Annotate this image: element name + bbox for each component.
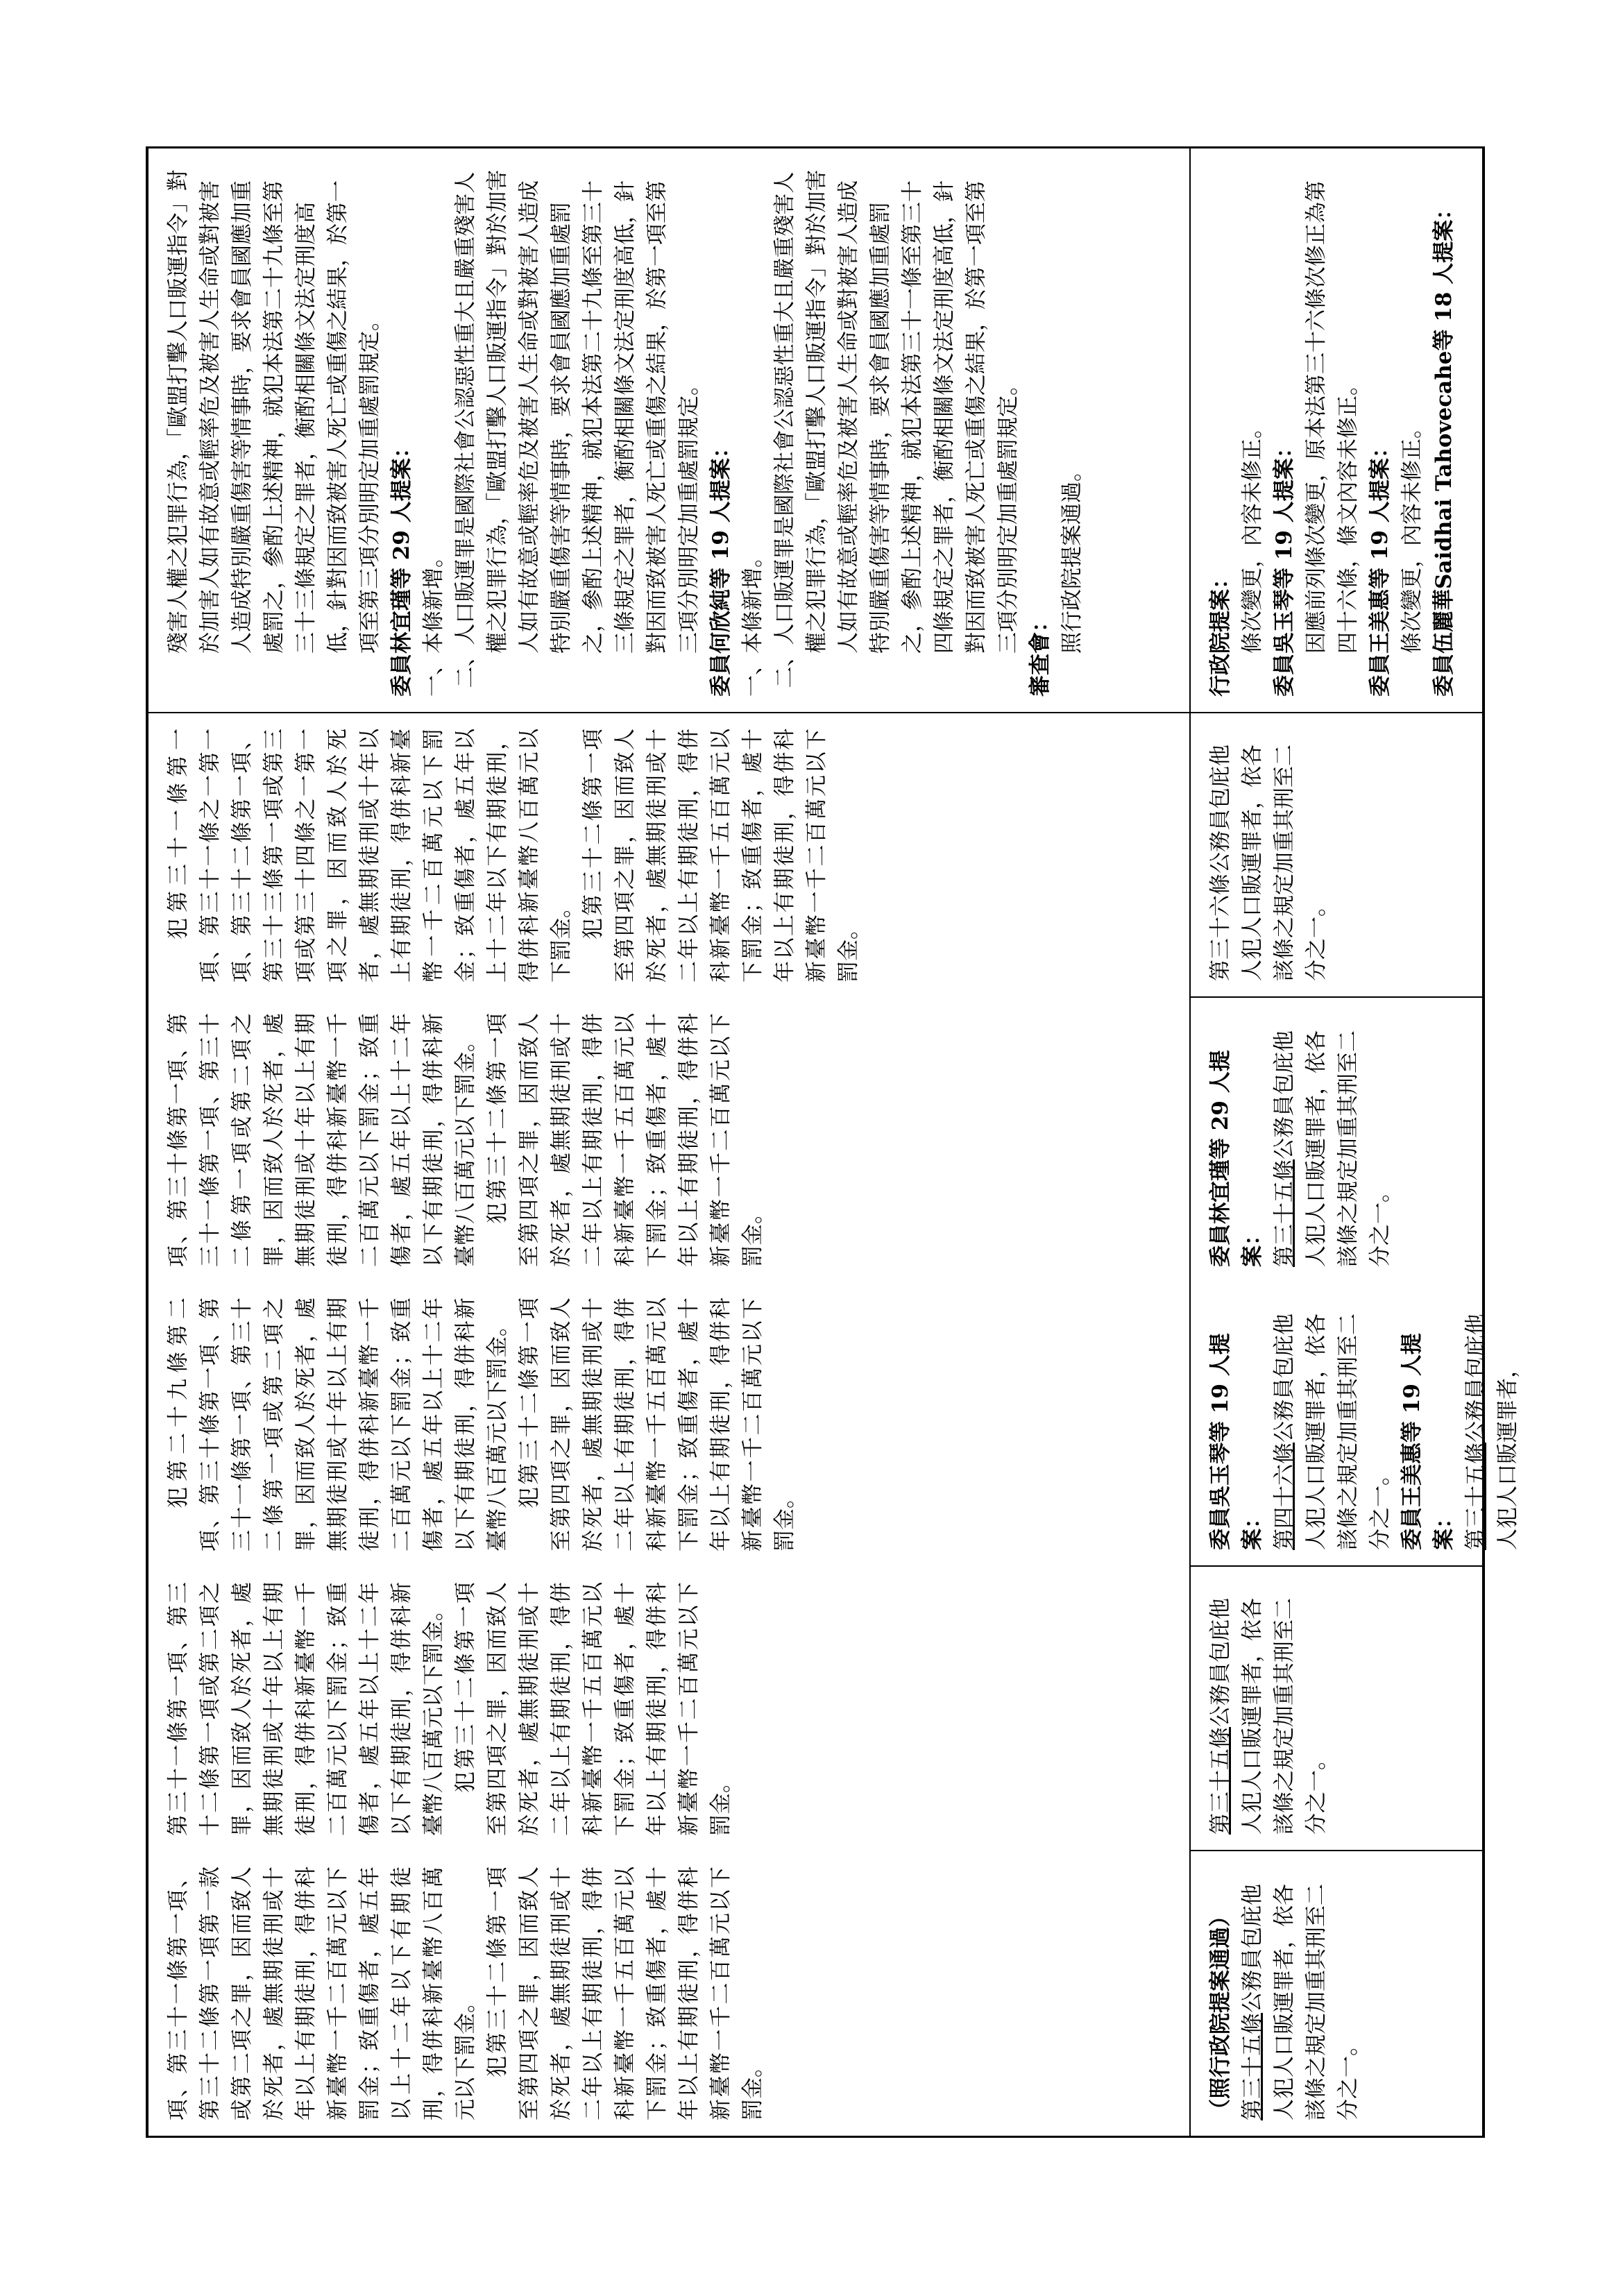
article-number: 第三十五條 <box>1463 1443 1488 1550</box>
proposer-title: 委員吳玉琴等 19 人提案： <box>1208 1333 1265 1550</box>
proposer-title: 委員王美惠等 19 人提案： <box>1400 1333 1456 1550</box>
table-row-bottom <box>1189 148 1520 2136</box>
explanation-text: 條次變更，內容未修正。 <box>1400 417 1425 654</box>
comparison-table <box>146 146 1520 2138</box>
article-number: 第三十五條 <box>1240 2013 1265 2120</box>
law-text-2: 犯第三十二條第一項至第四項之罪，因而致人於死者，處無期徒刑或十二年以上有期徒刑，得併科新臺幣一千五百萬元以下罰金；致重傷者，處十年以上有期徒刑，得併科新臺幣一千二百萬元以下罰金。 <box>517 1298 797 1551</box>
law-text-2: 犯第三十二條第一項至第四項之罪，因而致人於死者，處無期徒刑或十二年以上有期徒刑，得併科新臺幣一千五百萬元以下罰金；致重傷者，處十年以上有期徒刑，得併科新臺幣一千二百萬元以下罰金。 <box>581 729 861 983</box>
explanation-item: 二、人口販運罪是國際社會公認惡性重大且嚴重殘害人權之犯罪行為，「歐盟打擊人口販運指令」對於加害人如有故意或輕率危及被害人生命或對被害人造成特別嚴重傷害等情事時，要求會員國應加重處罰之，參酌上述精神，就犯本法第三十一條至第三十四條規定之罪者，衡酌相關條文法定刑度高低，針對因而致被害人死亡或重傷之結果，於第一項至第三項分別明定加重處罰規定。 <box>772 169 1021 688</box>
law-text: 項、第三十條第一項、第三十一條第一項、第三十二條第一項或第二項之罪，因而致人於死者，處無期徒刑或十年以上有期徒刑，得併科新臺幣一千二百萬元以下罰金；致重傷者，處五年以上十二年以下有期徒刑，得併科新臺幣八百萬元以下罰金。 <box>166 1013 478 1267</box>
top-col-4 <box>148 998 1189 1282</box>
explanation-item: 一、本條新增。 <box>421 546 446 697</box>
article-text: 公務員包庇他人犯人口販運罪者，依各該條之規定加重其刑至二分之一。 <box>1272 1313 1393 1550</box>
review-text: 照行政院提案通過。 <box>1060 460 1085 654</box>
top-col-1 <box>148 1851 1189 2136</box>
proposer-title: 行政院提案： <box>1208 568 1233 697</box>
article-number: 第三十五條 <box>1272 1159 1297 1267</box>
explanation-intro: 殘害人權之犯罪行為，「歐盟打擊人口販運指令」對於加害人如有故意或輕率危及被害人生命或對被害人造成特別嚴重傷害等情事時，要求會員國應加重處罰之，參酌上述精神，就犯本法第二十九條至第三十三條規定之罪者，衡酌相關條文法定刑度高低，針對因而致被害人死亡或重傷之結果，於第一項至第三項分別明定加重處罰規定。 <box>166 169 382 654</box>
bottom-col-4 <box>1191 998 1485 1282</box>
proposer-title: 委員伍麗華Saidhai Tahovecahe等 18 人提案： <box>1431 198 1456 697</box>
explanation-item: 二、人口販運罪是國際社會公認惡性重大且嚴重殘害人權之犯罪行為，「歐盟打擊人口販運指令」對於加害人如有故意或輕率危及被害人生命或對被害人造成特別嚴重傷害等情事時，要求會員國應加重處罰之，參酌上述精神，就犯本法第二十九條至第三十三條規定之罪者，衡酌相關條文法定刑度高低，針對因而致被害人死亡或重傷之結果，於第一項至第三項分別明定加重處罰規定。 <box>453 169 702 688</box>
law-text: 犯第二十九條第二項、第三十條第一項、第三十一條第一項、第三十二條第一項或第二項之罪，因而致人於死者，處無期徒刑或十年以上有期徒刑，得併科新臺幣一千二百萬元以下罰金；致重傷者，處五年以上十二年以下有期徒刑，得併科新臺幣八百萬元以下罰金。 <box>166 1298 510 1551</box>
article-text: 公務員包庇他人犯人口販運罪者，依各該條之規定加重其刑至二分之一。 <box>1208 745 1329 981</box>
article-text: 公務員包庇他人犯人口販運罪者，依各該條之規定加重其刑至二分之一。 <box>1240 1884 1361 2120</box>
bottom-col-2 <box>1191 1567 1485 1851</box>
bottom-col-1 <box>1191 1851 1485 2136</box>
law-text: 項、第三十一條第一項、第三十二條第一項第一款或第二項之罪，因而致人於死者，處無期徒刑或十年以上有期徒刑，得併科新臺幣一千二百萬元以下罰金；致重傷者，處五年以上十二年以下有期徒刑，得併科新臺幣八百萬元以下罰金。 <box>166 1866 478 2120</box>
law-text-2: 犯第三十二條第一項至第四項之罪，因而致人於死者，處無期徒刑或十二年以上有期徒刑，得併科新臺幣一千五百萬元以下罰金；致重傷者，處十年以上有期徒刑，得併科新臺幣一千二百萬元以下罰金。 <box>485 1013 765 1267</box>
top-col-5 <box>148 713 1189 998</box>
proposer-title: 委員何欣純等 19 人提案： <box>708 436 733 697</box>
bottom-col-explanation <box>1191 148 1485 713</box>
article-number: 第三十五條 <box>1208 1727 1233 1835</box>
article-number: 第三十六條 <box>1208 874 1233 981</box>
law-text: 第三十一條第一項、第三十二條第一項或第二項之罪，因而致人於死者，處無期徒刑或十年以上有期徒刑，得併科新臺幣一千二百萬元以下罰金；致重傷者，處五年以上十二年以下有期徒刑，得併科新臺幣八百萬元以下罰金。 <box>166 1582 446 1836</box>
law-text-2: 犯第三十二條第一項至第四項之罪，因而致人於死者，處無期徒刑或十二年以上有期徒刑，得併科新臺幣一千五百萬元以下罰金；致重傷者，處十年以上有期徒刑，得併科新臺幣一千二百萬元以下罰金。 <box>453 1582 733 1836</box>
explanation-text: 條次變更，內容未修正。 <box>1240 417 1265 654</box>
explanation-item: 一、本條新增。 <box>740 546 765 697</box>
resolution-title: （照行政院提案通過） <box>1208 1905 1233 2120</box>
law-text: 犯第三十一條第一項、第三十一條之一第一項、第三十二條第一項、第三十三條第一項或第三項或第三十四條之一第一項之罪，因而致人於死者，處無期徒刑或十年以上有期徒刑，得併科新臺幣一千二百萬元以下罰金；致重傷者，處五年以上十二年以下有期徒刑，得併科新臺幣八百萬元以下罰金。 <box>166 729 574 983</box>
proposer-title: 委員吳玉琴等 19 人提案： <box>1272 436 1297 697</box>
top-col-explanation <box>148 148 1189 713</box>
top-col-3 <box>148 1282 1189 1567</box>
top-col-2 <box>148 1567 1189 1851</box>
proposer-title: 委員王美惠等 19 人提案： <box>1368 436 1393 697</box>
bottom-col-5 <box>1191 713 1485 998</box>
article-text: 公務員包庇他人犯人口販運罪者， <box>1463 1313 1520 1550</box>
article-text: 公務員包庇他人犯人口販運罪者，依各該條之規定加重其刑至二分之一。 <box>1208 1598 1329 1835</box>
article-number: 第四十六條 <box>1272 1443 1297 1550</box>
table-row-top <box>148 148 1189 2136</box>
law-text-2: 犯第三十二條第一項至第四項之罪，因而致人於死者，處無期徒刑或十二年以上有期徒刑，得併科新臺幣一千五百萬元以下罰金；致重傷者，處十年以上有期徒刑，得併科新臺幣一千二百萬元以下罰金。 <box>485 1866 765 2120</box>
article-text: 公務員包庇他人犯人口販運罪者，依各該條之規定加重其刑至二分之一。 <box>1272 1030 1393 1267</box>
explanation-text: 因應前列條次變更，原本法第三十六條次修正為第四十六條，條文內容未修正。 <box>1304 180 1361 654</box>
review-title: 審查會： <box>1028 611 1053 697</box>
proposer-title: 委員林宜瑾等 29 人提案： <box>389 436 414 697</box>
proposer-title: 委員林宜瑾等 29 人提案： <box>1208 1050 1265 1267</box>
bottom-col-3 <box>1191 1282 1520 1567</box>
